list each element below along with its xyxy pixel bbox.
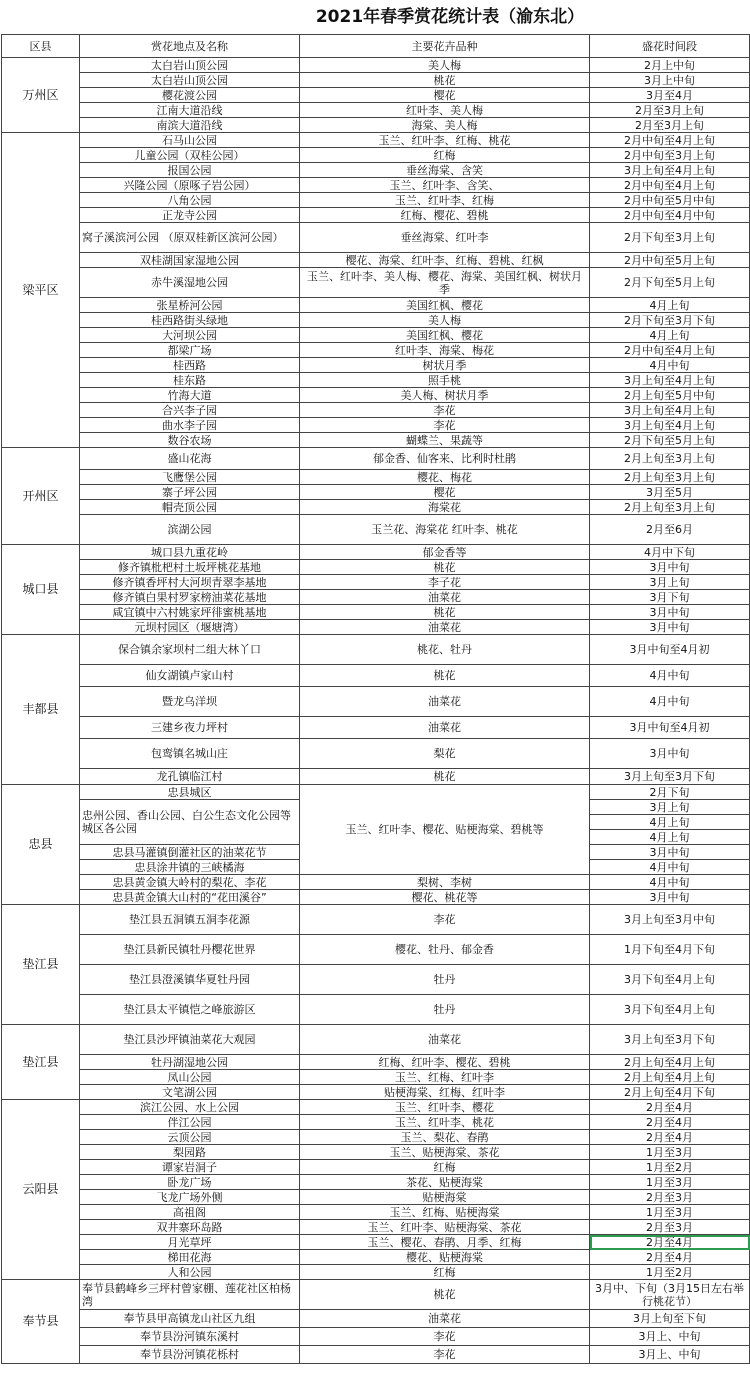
- place-cell[interactable]: 兴隆公园（原啄子岩公园）: [80, 178, 300, 193]
- table-row: [2, 1100, 750, 1115]
- time-cell[interactable]: 4月中旬: [590, 687, 750, 717]
- time-cell[interactable]: 2月下旬: [590, 785, 750, 800]
- table-row: [2, 687, 750, 717]
- place-cell[interactable]: 卧龙广场: [80, 1175, 300, 1190]
- time-cell[interactable]: 3月上中旬: [590, 73, 750, 88]
- district-cell[interactable]: 万州区: [2, 58, 80, 133]
- table-row: [2, 1220, 750, 1235]
- flowers-cell[interactable]: 桃花: [300, 605, 590, 620]
- flowers-cell[interactable]: 樱花、梅花: [300, 470, 590, 485]
- time-cell[interactable]: 2月上旬至3月上旬: [590, 500, 750, 515]
- place-cell[interactable]: 曲水李子园: [80, 418, 300, 433]
- table-row: [2, 133, 750, 148]
- district-cell[interactable]: 开州区: [2, 448, 80, 545]
- flowers-cell[interactable]: 红梅、红叶李、樱花、碧桃: [300, 1055, 590, 1070]
- time-cell[interactable]: 3月上、中旬: [590, 1346, 750, 1364]
- time-cell[interactable]: 2月下旬至3月下旬: [590, 313, 750, 328]
- district-cell[interactable]: 垫江县: [2, 1025, 80, 1100]
- table-row: [2, 605, 750, 620]
- table-row: [2, 418, 750, 433]
- time-cell[interactable]: 3月中旬: [590, 560, 750, 575]
- table-row: [2, 1055, 750, 1070]
- table-row: [2, 545, 750, 560]
- flowers-cell[interactable]: 玉兰、红叶李、桃花: [300, 1115, 590, 1130]
- table-row: [2, 905, 750, 935]
- time-cell[interactable]: 3月中旬至4月初: [590, 717, 750, 739]
- flowers-cell[interactable]: 贴梗海棠、红梅、红叶李: [300, 1085, 590, 1100]
- time-cell[interactable]: 2月至3月: [590, 1190, 750, 1205]
- place-cell[interactable]: 石马山公园: [80, 133, 300, 148]
- place-cell[interactable]: 梯田花海: [80, 1250, 300, 1265]
- time-cell[interactable]: 4月上旬: [590, 830, 750, 845]
- flowers-cell[interactable]: 玉兰、红叶李、红梅: [300, 193, 590, 208]
- place-cell[interactable]: 南滨大道沿线: [80, 118, 300, 133]
- time-cell[interactable]: 2月至3月上旬: [590, 103, 750, 118]
- time-cell[interactable]: 3月上旬至3月下旬: [590, 1025, 750, 1055]
- flowers-cell[interactable]: 红梅: [300, 1265, 590, 1280]
- time-cell[interactable]: 4月上旬: [590, 328, 750, 343]
- time-cell[interactable]: 1月下旬至4月下旬: [590, 935, 750, 965]
- time-cell[interactable]: 2月上旬至3月上旬: [590, 448, 750, 470]
- place-cell[interactable]: 咸宜镇中六村姚家坪徘蜜桃基地: [80, 605, 300, 620]
- table-row: [2, 1160, 750, 1175]
- flowers-cell[interactable]: 郁金香、仙客来、比利时杜鹃: [300, 448, 590, 470]
- table-row: [2, 1280, 750, 1310]
- flowers-cell[interactable]: 玉兰、红叶李、樱花、贴梗海棠、碧桃等: [300, 785, 590, 875]
- place-cell[interactable]: 云顶公园: [80, 1130, 300, 1145]
- table-row: [2, 769, 750, 785]
- table-row: [2, 268, 750, 298]
- flowers-cell[interactable]: 玉兰、贴梗海棠、茶花: [300, 1145, 590, 1160]
- time-cell[interactable]: 2月中旬至4月上旬: [590, 133, 750, 148]
- time-cell[interactable]: 2月上中旬: [590, 58, 750, 73]
- table-row: [2, 1250, 750, 1265]
- time-cell[interactable]: 1月至2月: [590, 1160, 750, 1175]
- place-cell[interactable]: 垫江县沙坪镇油菜花大观园: [80, 1025, 300, 1055]
- flowers-cell[interactable]: 美国红枫、樱花: [300, 328, 590, 343]
- table-row: [2, 388, 750, 403]
- sheet-title: 2021年春季赏花统计表（渝东北）: [315, 7, 585, 27]
- place-cell[interactable]: 忠县马灌镇倒灌社区的油菜花节: [80, 845, 300, 860]
- place-cell[interactable]: 滨江公园、水上公园: [80, 1100, 300, 1115]
- table-row: [2, 739, 750, 769]
- time-cell[interactable]: 2月中旬至3月上旬: [590, 148, 750, 163]
- place-cell[interactable]: 张星桥河公园: [80, 298, 300, 313]
- time-cell[interactable]: 2月上旬至4月下旬: [590, 1085, 750, 1100]
- flowers-cell[interactable]: 桃花、牡丹: [300, 635, 590, 665]
- time-cell[interactable]: 3月上旬: [590, 800, 750, 815]
- table-row: [2, 328, 750, 343]
- table-row: [2, 635, 750, 665]
- place-cell[interactable]: 双桂湖国家湿地公园: [80, 253, 300, 268]
- time-cell[interactable]: 3月中旬: [590, 890, 750, 905]
- time-cell[interactable]: 3月中旬: [590, 605, 750, 620]
- header-place[interactable]: 赏花地点及名称: [80, 35, 300, 58]
- place-cell[interactable]: 寨子坪公园: [80, 485, 300, 500]
- time-cell[interactable]: 2月中旬至5月上旬: [590, 253, 750, 268]
- place-cell[interactable]: 帽壳顶公园: [80, 500, 300, 515]
- flowers-cell[interactable]: 玉兰、红叶李、红梅、桃花: [300, 133, 590, 148]
- flower-viewing-table: [1, 34, 750, 1364]
- table-row: [2, 717, 750, 739]
- flowers-cell[interactable]: 海棠、美人梅: [300, 118, 590, 133]
- table-row: [2, 118, 750, 133]
- time-cell[interactable]: 2月至3月: [590, 1220, 750, 1235]
- flowers-cell[interactable]: 玉兰花、海棠花 红叶李、桃花: [300, 515, 590, 545]
- flowers-cell[interactable]: 红梅: [300, 1160, 590, 1175]
- place-cell[interactable]: 奉节县汾河镇东溪村: [80, 1328, 300, 1346]
- flowers-cell[interactable]: 樱花、海棠、红叶李、红梅、碧桃、红枫: [300, 253, 590, 268]
- district-cell[interactable]: 梁平区: [2, 133, 80, 448]
- table-row: [2, 1175, 750, 1190]
- table-row: [2, 208, 750, 223]
- time-cell[interactable]: 2月至4月: [590, 1100, 750, 1115]
- time-cell[interactable]: 4月中旬: [590, 875, 750, 890]
- place-cell[interactable]: 忠州公园、香山公园、白公生态文化公园等城区各公园: [80, 800, 300, 845]
- table-row: [2, 1130, 750, 1145]
- time-cell[interactable]: 3月上、中旬: [590, 1328, 750, 1346]
- flowers-cell[interactable]: 玉兰、红梅、贴梗海棠: [300, 1205, 590, 1220]
- table-row: [2, 1115, 750, 1130]
- header-flowers[interactable]: 主要花卉品种: [300, 35, 590, 58]
- time-cell[interactable]: 2月下旬至5月上旬: [590, 433, 750, 448]
- time-cell[interactable]: 1月至2月: [590, 1265, 750, 1280]
- place-cell[interactable]: 忠县黄金镇大山村的“花田溪谷”: [80, 890, 300, 905]
- district-cell[interactable]: 忠县: [2, 785, 80, 905]
- table-row: [2, 193, 750, 208]
- time-cell[interactable]: 3月中旬: [590, 620, 750, 635]
- place-cell[interactable]: 数谷农场: [80, 433, 300, 448]
- table-row: [2, 485, 750, 500]
- table-row: [2, 433, 750, 448]
- time-cell[interactable]: 4月上旬: [590, 298, 750, 313]
- time-cell[interactable]: 2月下旬至5月上旬: [590, 268, 750, 298]
- flowers-cell[interactable]: 李花: [300, 1346, 590, 1364]
- flowers-cell[interactable]: 蝴蝶兰、果蔬等: [300, 433, 590, 448]
- flowers-cell[interactable]: 樱花、贴梗海棠: [300, 1250, 590, 1265]
- flowers-cell[interactable]: 樱花、桃花等: [300, 890, 590, 905]
- time-cell[interactable]: 3月上旬: [590, 575, 750, 590]
- flowers-cell[interactable]: 美人梅: [300, 58, 590, 73]
- table-row: [2, 1205, 750, 1220]
- place-cell[interactable]: 龙孔镇临江村: [80, 769, 300, 785]
- place-cell[interactable]: 文笔湖公园: [80, 1085, 300, 1100]
- place-cell[interactable]: 江南大道沿线: [80, 103, 300, 118]
- flowers-cell[interactable]: 海棠花: [300, 500, 590, 515]
- flowers-cell[interactable]: 桃花: [300, 665, 590, 687]
- table-row: [2, 223, 750, 253]
- time-cell[interactable]: 3月上旬至下旬: [590, 1310, 750, 1328]
- time-cell[interactable]: 4月中旬: [590, 358, 750, 373]
- time-cell[interactable]: 4月中旬: [590, 860, 750, 875]
- place-cell[interactable]: 伴江公园: [80, 1115, 300, 1130]
- flowers-cell[interactable]: 玉兰、红叶李、樱花: [300, 1100, 590, 1115]
- place-cell[interactable]: 元坝村园区（堰塘湾）: [80, 620, 300, 635]
- time-cell[interactable]: 3月中、下旬（3月15日左右举行桃花节）: [590, 1280, 750, 1310]
- place-cell[interactable]: 大河坝公园: [80, 328, 300, 343]
- place-cell[interactable]: 月光草坪: [80, 1235, 300, 1250]
- time-cell[interactable]: 3月至4月: [590, 88, 750, 103]
- table-row: [2, 103, 750, 118]
- district-cell[interactable]: 丰都县: [2, 635, 80, 785]
- district-cell[interactable]: 城口县: [2, 545, 80, 635]
- table-row: [2, 1085, 750, 1100]
- table-row: [2, 560, 750, 575]
- flowers-cell[interactable]: 李花: [300, 403, 590, 418]
- place-cell[interactable]: 奉节县鹤峰乡三坪村曾家棚、莲花社区柏杨湾: [80, 1280, 300, 1310]
- table-row: [2, 875, 750, 890]
- flowers-cell[interactable]: 玉兰、梨花、春鹃: [300, 1130, 590, 1145]
- table-row: [2, 313, 750, 328]
- time-cell[interactable]: 3月至5月: [590, 485, 750, 500]
- table-row: [2, 665, 750, 687]
- table-row: [2, 1265, 750, 1280]
- time-cell[interactable]: 3月上旬至3月下旬: [590, 769, 750, 785]
- place-cell[interactable]: 垫江县澄溪镇华夏牡丹园: [80, 965, 300, 995]
- place-cell[interactable]: 盛山花海: [80, 448, 300, 470]
- table-row: [2, 1235, 750, 1250]
- place-cell[interactable]: 桂西路: [80, 358, 300, 373]
- place-cell[interactable]: 赤牛溪湿地公园: [80, 268, 300, 298]
- flowers-cell[interactable]: 美国红枫、樱花: [300, 298, 590, 313]
- table-row: [2, 935, 750, 965]
- place-cell[interactable]: 城口县九重花岭: [80, 545, 300, 560]
- place-cell[interactable]: 修齐镇白果村罗家榜油菜花基地: [80, 590, 300, 605]
- place-cell[interactable]: 双井寨环岛路: [80, 1220, 300, 1235]
- place-cell[interactable]: 垫江县五洞镇五洞李花源: [80, 905, 300, 935]
- time-cell[interactable]: 1月至3月: [590, 1145, 750, 1160]
- place-cell[interactable]: 修齐镇枇杷村土坂坪桃花基地: [80, 560, 300, 575]
- flowers-cell[interactable]: 李花: [300, 905, 590, 935]
- place-cell[interactable]: 儿童公园（双桂公园）: [80, 148, 300, 163]
- table-row: [2, 73, 750, 88]
- flowers-cell[interactable]: 红梅、樱花、碧桃: [300, 208, 590, 223]
- place-cell[interactable]: 忠县城区: [80, 785, 300, 800]
- time-cell[interactable]: 2月上旬至3月上旬: [590, 470, 750, 485]
- place-cell[interactable]: 垫江县新民镇牡丹樱花世界: [80, 935, 300, 965]
- time-cell[interactable]: 2月至4月: [590, 1130, 750, 1145]
- flowers-cell[interactable]: 玉兰、红梅、红叶李: [300, 1070, 590, 1085]
- table-row: [2, 148, 750, 163]
- table-row: [2, 373, 750, 388]
- time-cell[interactable]: 2月至4月: [590, 1250, 750, 1265]
- flowers-cell[interactable]: 油菜花: [300, 620, 590, 635]
- table-row: [2, 1145, 750, 1160]
- place-cell[interactable]: 忠县黄金镇大岭村的梨花、李花: [80, 875, 300, 890]
- time-cell[interactable]: 2月上旬至4月上旬: [590, 1055, 750, 1070]
- header-row: [2, 35, 750, 58]
- place-cell[interactable]: 梨园路: [80, 1145, 300, 1160]
- table-row: [2, 1346, 750, 1364]
- table-row: [2, 178, 750, 193]
- place-cell[interactable]: 都梁广场: [80, 343, 300, 358]
- time-cell[interactable]: 2月中旬至5月中旬: [590, 193, 750, 208]
- place-cell[interactable]: 太白岩山顶公园: [80, 58, 300, 73]
- place-cell[interactable]: 垫江县太平镇恺之峰旅游区: [80, 995, 300, 1025]
- flowers-cell[interactable]: 油菜花: [300, 590, 590, 605]
- table-row: [2, 343, 750, 358]
- place-cell[interactable]: 八角公园: [80, 193, 300, 208]
- place-cell[interactable]: 三建乡夜力坪村: [80, 717, 300, 739]
- table-row: [2, 448, 750, 470]
- table-row: [2, 163, 750, 178]
- flowers-cell[interactable]: 郁金香等: [300, 545, 590, 560]
- time-cell[interactable]: 2月至4月: [590, 1235, 750, 1250]
- table-row: [2, 403, 750, 418]
- flowers-cell[interactable]: 美人梅: [300, 313, 590, 328]
- flowers-cell[interactable]: 李花: [300, 418, 590, 433]
- place-cell[interactable]: 合兴李子园: [80, 403, 300, 418]
- table-row: [2, 298, 750, 313]
- flowers-cell[interactable]: 桃花: [300, 769, 590, 785]
- time-cell[interactable]: 4月上旬: [590, 815, 750, 830]
- place-cell[interactable]: 樱花渡公园: [80, 88, 300, 103]
- flowers-cell[interactable]: 玉兰、红叶李、含笑、: [300, 178, 590, 193]
- place-cell[interactable]: 仙女湖镇卢家山村: [80, 665, 300, 687]
- flowers-cell[interactable]: 红梅: [300, 148, 590, 163]
- time-cell[interactable]: 3月上旬至4月上旬: [590, 403, 750, 418]
- place-cell[interactable]: 桂西路街头绿地: [80, 313, 300, 328]
- time-cell[interactable]: 2月中旬至4月中旬: [590, 208, 750, 223]
- place-cell[interactable]: 飞鹰堡公园: [80, 470, 300, 485]
- flowers-cell[interactable]: 樱花、牡丹、郁金香: [300, 935, 590, 965]
- time-cell[interactable]: 4月中下旬: [590, 545, 750, 560]
- table-row: [2, 965, 750, 995]
- time-cell[interactable]: 3月中旬: [590, 739, 750, 769]
- flowers-cell[interactable]: 桃花: [300, 73, 590, 88]
- flowers-cell[interactable]: 树状月季: [300, 358, 590, 373]
- table-row: [2, 500, 750, 515]
- flowers-cell[interactable]: 玉兰、红叶李、美人梅、樱花、海棠、美国红枫、树状月季: [300, 268, 590, 298]
- flowers-cell[interactable]: 李花: [300, 1328, 590, 1346]
- time-cell[interactable]: 3月下旬至4月上旬: [590, 965, 750, 995]
- place-cell[interactable]: 太白岩山顶公园: [80, 73, 300, 88]
- place-cell[interactable]: 滨湖公园: [80, 515, 300, 545]
- place-cell[interactable]: 谭家岩洞子: [80, 1160, 300, 1175]
- time-cell[interactable]: 2月上旬至4月上旬: [590, 1070, 750, 1085]
- time-cell[interactable]: 2月中旬至4月上旬: [590, 178, 750, 193]
- time-cell[interactable]: 1月至3月: [590, 1205, 750, 1220]
- time-cell[interactable]: 2月下旬至3月上旬: [590, 223, 750, 253]
- place-cell[interactable]: 包鸾镇名城山庄: [80, 739, 300, 769]
- table-row: [2, 88, 750, 103]
- table-row: [2, 575, 750, 590]
- place-cell[interactable]: 保合镇余家坝村二组大林丫口: [80, 635, 300, 665]
- flowers-cell[interactable]: 红叶李、美人梅: [300, 103, 590, 118]
- district-cell[interactable]: 奉节县: [2, 1280, 80, 1364]
- flowers-cell[interactable]: 照手桃: [300, 373, 590, 388]
- time-cell[interactable]: 3月下旬至4月上旬: [590, 995, 750, 1025]
- table-row: [2, 890, 750, 905]
- time-cell[interactable]: 3月中旬至4月初: [590, 635, 750, 665]
- table-row: [2, 253, 750, 268]
- flowers-cell[interactable]: 垂丝海棠、红叶李: [300, 223, 590, 253]
- table-row: [2, 515, 750, 545]
- flowers-cell[interactable]: 油菜花: [300, 1310, 590, 1328]
- table-body: [2, 58, 750, 1364]
- place-cell[interactable]: 奉节县甲高镇龙山社区九组: [80, 1310, 300, 1328]
- place-cell[interactable]: 桂东路: [80, 373, 300, 388]
- flowers-cell[interactable]: 樱花: [300, 485, 590, 500]
- table-row: [2, 620, 750, 635]
- table-row: [2, 785, 750, 800]
- place-cell[interactable]: 暨龙乌洋坝: [80, 687, 300, 717]
- time-cell[interactable]: 3月上旬至4月上旬: [590, 418, 750, 433]
- flowers-cell[interactable]: 玉兰、红叶李、贴梗海棠、茶花: [300, 1220, 590, 1235]
- flowers-cell[interactable]: 垂丝海棠、含笑: [300, 163, 590, 178]
- table-row: [2, 470, 750, 485]
- flowers-cell[interactable]: 油菜花: [300, 687, 590, 717]
- flowers-cell[interactable]: 油菜花: [300, 717, 590, 739]
- flowers-cell[interactable]: 茶花、贴梗海棠: [300, 1175, 590, 1190]
- place-cell[interactable]: 正龙寺公园: [80, 208, 300, 223]
- place-cell[interactable]: 奉节县汾河镇花栎村: [80, 1346, 300, 1364]
- table-row: [2, 358, 750, 373]
- flowers-cell[interactable]: 牡丹: [300, 965, 590, 995]
- flowers-cell[interactable]: 油菜花: [300, 1025, 590, 1055]
- time-cell[interactable]: 3月上旬至4月上旬: [590, 373, 750, 388]
- place-cell[interactable]: 窝子溪滨河公园 （原双桂新区滨河公园）: [80, 223, 300, 253]
- flowers-cell[interactable]: 樱花: [300, 88, 590, 103]
- place-cell[interactable]: 修齐镇香坪村大河坝青翠李基地: [80, 575, 300, 590]
- table-row: [2, 1190, 750, 1205]
- flowers-cell[interactable]: 玉兰、樱花、春鹃、月季、红梅: [300, 1235, 590, 1250]
- time-cell[interactable]: 2月中旬至4月上旬: [590, 343, 750, 358]
- place-cell[interactable]: 凤山公园: [80, 1070, 300, 1085]
- flowers-cell[interactable]: 桃花: [300, 1280, 590, 1310]
- district-cell[interactable]: 云阳县: [2, 1100, 80, 1280]
- place-cell[interactable]: 人和公园: [80, 1265, 300, 1280]
- flowers-cell[interactable]: 梨树、李树: [300, 875, 590, 890]
- time-cell[interactable]: 3月中旬: [590, 845, 750, 860]
- flowers-cell[interactable]: 牡丹: [300, 995, 590, 1025]
- flowers-cell[interactable]: 李子花: [300, 575, 590, 590]
- table-row: [2, 1310, 750, 1328]
- place-cell[interactable]: 报国公园: [80, 163, 300, 178]
- table-row: [2, 58, 750, 73]
- time-cell[interactable]: 3月下旬: [590, 590, 750, 605]
- flowers-cell[interactable]: 红叶李、海棠、梅花: [300, 343, 590, 358]
- time-cell[interactable]: 3月上旬至3月中旬: [590, 905, 750, 935]
- table-row: [2, 995, 750, 1025]
- time-cell[interactable]: 2月至4月: [590, 1115, 750, 1130]
- header-time[interactable]: 盛花时间段: [590, 35, 750, 58]
- place-cell[interactable]: 竹海大道: [80, 388, 300, 403]
- flowers-cell[interactable]: 梨花: [300, 739, 590, 769]
- table-row: [2, 1070, 750, 1085]
- place-cell[interactable]: 牡丹湖湿地公园: [80, 1055, 300, 1070]
- district-cell[interactable]: 垫江县: [2, 905, 80, 1025]
- table-row: [2, 1025, 750, 1055]
- place-cell[interactable]: 高祖阁: [80, 1205, 300, 1220]
- time-cell[interactable]: 3月上旬至4月上旬: [590, 163, 750, 178]
- flowers-cell[interactable]: 美人梅、树状月季: [300, 388, 590, 403]
- table-row: [2, 1328, 750, 1346]
- time-cell[interactable]: 2月至6月: [590, 515, 750, 545]
- place-cell[interactable]: 飞龙广场外侧: [80, 1190, 300, 1205]
- place-cell[interactable]: 忠县涂井镇的三峡橘海: [80, 860, 300, 875]
- time-cell[interactable]: 2月上旬至5月中旬: [590, 388, 750, 403]
- flowers-cell[interactable]: 桃花: [300, 560, 590, 575]
- table-row: [2, 590, 750, 605]
- time-cell[interactable]: 4月中旬: [590, 665, 750, 687]
- time-cell[interactable]: 1月至3月: [590, 1175, 750, 1190]
- flowers-cell[interactable]: 贴梗海棠: [300, 1190, 590, 1205]
- time-cell[interactable]: 2月至3月上旬: [590, 118, 750, 133]
- header-district[interactable]: 区县: [2, 35, 80, 58]
